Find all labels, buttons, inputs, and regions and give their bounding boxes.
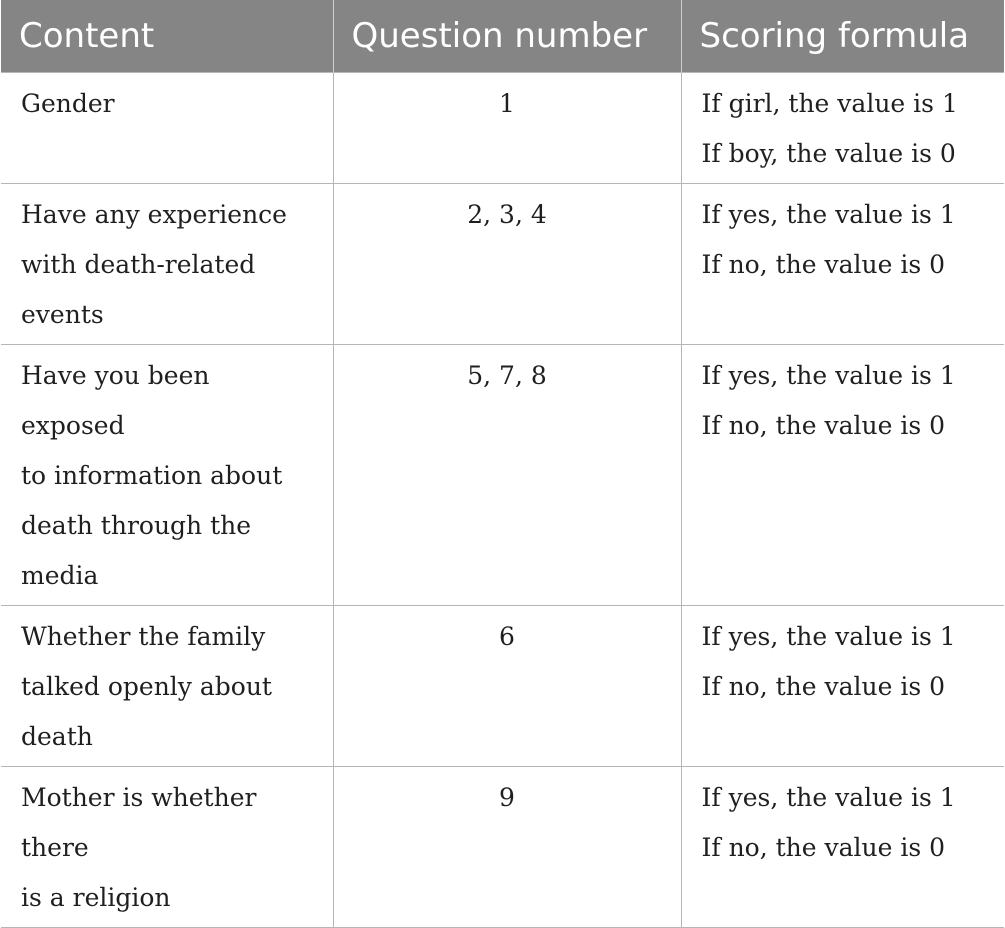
content-line: Have any experience <box>21 200 287 229</box>
scoring-line: If boy, the value is 0 <box>701 139 956 168</box>
scoring-cell <box>681 345 1004 606</box>
content-cell <box>1 606 333 767</box>
content-cell <box>1 345 333 606</box>
scoring-line: If no, the value is 0 <box>701 411 946 440</box>
table-body <box>1 73 1004 928</box>
scoring-line: If yes, the value is 1 <box>701 200 956 229</box>
scoring-cell <box>681 606 1004 767</box>
content-line: with death-related <box>21 250 256 279</box>
table-row <box>1 184 1004 345</box>
table-row <box>1 345 1004 606</box>
scoring-cell <box>681 73 1004 184</box>
content-line: Mother is whether there <box>21 783 257 862</box>
scoring-line: If girl, the value is 1 <box>701 89 958 118</box>
question-number-cell: 1 <box>333 73 681 184</box>
content-line: Have you been exposed <box>21 361 210 440</box>
table-row <box>1 767 1004 928</box>
scoring-cell <box>681 184 1004 345</box>
header-question-number: Question number <box>333 0 681 73</box>
question-number-cell: 6 <box>333 606 681 767</box>
scoring-line: If no, the value is 0 <box>701 833 946 862</box>
table-header <box>1 0 1004 73</box>
question-number-cell: 9 <box>333 767 681 928</box>
scoring-line: If no, the value is 0 <box>701 250 946 279</box>
content-line: Whether the family <box>21 622 266 651</box>
scoring-line: If yes, the value is 1 <box>701 622 956 651</box>
header-content: Content <box>1 0 333 73</box>
scoring-line: If no, the value is 0 <box>701 672 946 701</box>
header-scoring-formula: Scoring formula <box>681 0 1004 73</box>
scoring-line: If yes, the value is 1 <box>701 361 956 390</box>
content-line: events <box>21 300 104 329</box>
content-line: Gender <box>21 89 115 118</box>
scoring-cell <box>681 767 1004 928</box>
content-cell <box>1 73 333 184</box>
content-line: death <box>21 722 93 751</box>
header-row <box>1 0 1004 73</box>
question-number-cell: 2, 3, 4 <box>333 184 681 345</box>
question-number-cell: 5, 7, 8 <box>333 345 681 606</box>
content-cell <box>1 767 333 928</box>
table-row <box>1 606 1004 767</box>
content-line: is a religion <box>21 883 171 912</box>
scoring-table <box>1 0 1004 928</box>
scoring-line: If yes, the value is 1 <box>701 783 956 812</box>
content-line: death through the media <box>21 511 252 590</box>
content-line: talked openly about <box>21 672 272 701</box>
content-line: to information about <box>21 461 283 490</box>
table-row <box>1 73 1004 184</box>
content-cell <box>1 184 333 345</box>
